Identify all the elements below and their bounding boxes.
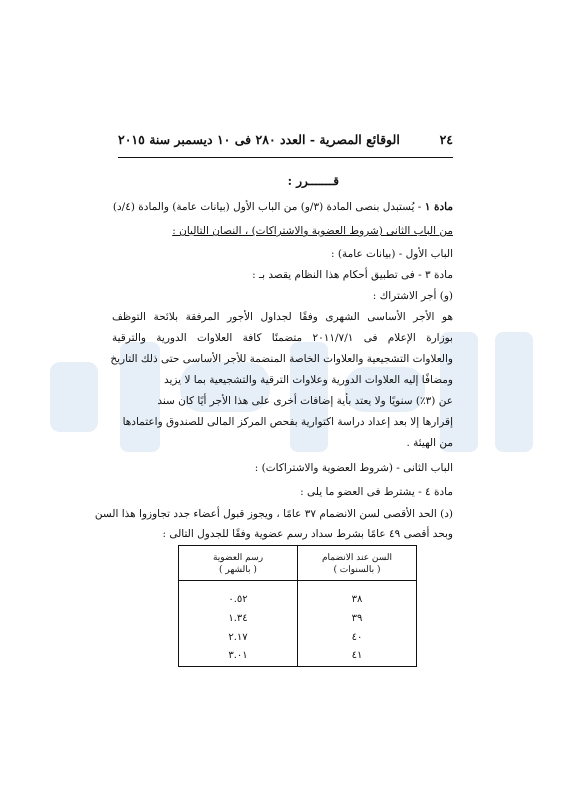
- header-fee-line2: ( بالشهر ): [219, 565, 257, 575]
- fee-cell: ٠.٥٢: [228, 594, 248, 605]
- text-line-7: والعلاوات التشجيعية والعلاوات الخاصة المنضمة للأجر الأساسى حتى ذلك التاريخ: [110, 353, 453, 365]
- table-header-divider: [179, 580, 416, 581]
- text-line-14: (د) الحد الأقصى لسن الانضمام ٣٧ عامًا ، ويجوز قبول أعضاء جدد تجاوزوا هذا السن: [94, 508, 453, 520]
- text-line-9: عن (٣٪) سنويًا ولا يعتد بأية إضافات أخرى على هذا الأجر أيًا كان سند: [157, 395, 453, 407]
- text-line-1: من الباب الثانى (شروط العضوية والاشتراكات) ، النصان التاليان :: [172, 225, 453, 237]
- text-line-3: مادة ٣ - فى تطبيق أحكام هذا النظام يقصد بـ :: [252, 269, 453, 281]
- text-line-10: إقرارها إلا بعد إعداد دراسة اكتوارية بفحص المركز المالى للصندوق واعتمادها: [122, 416, 453, 428]
- header-age-line1: السن عند الانضمام: [321, 553, 393, 563]
- text-line-15: وبحد أقصى ٤٩ عامًا بشرط سداد رسم عضوية وفقًا للجدول التالى :: [162, 528, 453, 540]
- header-age-line2: ( بالسنوات ): [333, 565, 381, 575]
- article-1: [113, 200, 453, 214]
- header-age: [298, 552, 416, 576]
- fee-cell: ٢.١٧: [228, 632, 248, 643]
- membership-fee-table: [178, 545, 417, 667]
- header-rule: [118, 157, 453, 158]
- article-1-label: مادة ١: [424, 201, 453, 213]
- text-line-6: بوزارة الإعلام فى ٢٠١١/٧/١ متضمنًا كافة العلاوات الدورية والترقية: [112, 332, 453, 344]
- text-line-8: ومضافًا إليه العلاوات الدورية وعلاوات الترقية والتشجيعية بما لا يزيد: [163, 374, 453, 386]
- age-cell: ٣٩: [351, 613, 363, 624]
- page-header: [118, 132, 453, 154]
- text-line-5: هو الأجر الأساسى الشهرى وفقًا لجداول الأجور المرفقة بلائحة التوظف: [112, 311, 453, 323]
- article-1-text: - يُستبدل بنصى المادة (٣/و) من الباب الأول (بيانات عامة) والمادة (٤/د): [112, 201, 425, 213]
- header-fee: [179, 552, 297, 576]
- text-line-2: الباب الأول - (بيانات عامة) :: [331, 248, 453, 260]
- age-cell: ٤٠: [351, 632, 363, 643]
- age-cell: ٣٨: [351, 594, 363, 605]
- text-line-12: الباب الثانى - (شروط العضوية والاشتراكات) :: [254, 462, 453, 474]
- text-line-4: (و) أجر الاشتراك :: [372, 290, 453, 302]
- text-line-13: مادة ٤ - يشترط فى العضو ما يلى :: [300, 486, 453, 498]
- header-fee-line1: رسم العضوية: [212, 553, 264, 563]
- decision-heading: قـــــــرر :: [287, 174, 339, 188]
- age-cell: ٤١: [351, 650, 363, 661]
- gazette-title: الوقائع المصرية - العدد ٢٨٠ فى ١٠ ديسمبر سنة ٢٠١٥: [118, 132, 400, 147]
- page-number: ٢٤: [439, 132, 453, 147]
- fee-cell: ٣.٠١: [228, 650, 248, 661]
- text-line-11: من الهيئة .: [406, 437, 453, 449]
- fee-cell: ١.٣٤: [228, 613, 248, 624]
